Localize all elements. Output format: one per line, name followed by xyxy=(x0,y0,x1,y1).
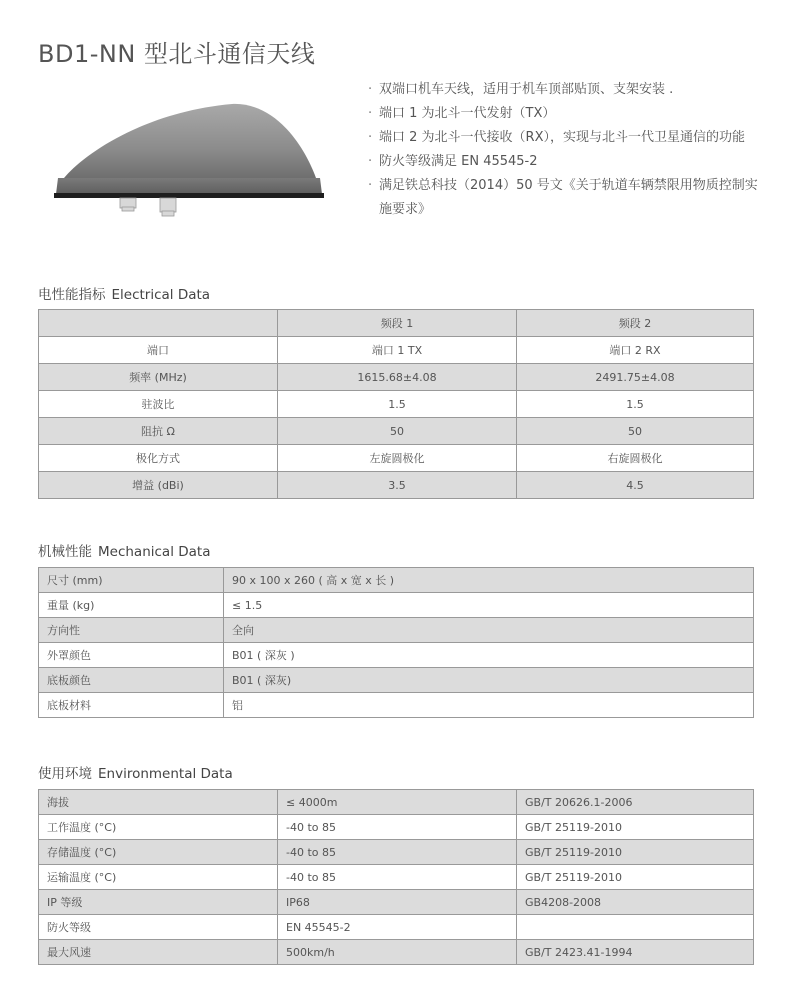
table-row xyxy=(39,445,754,472)
table-cell: 存储温度 (°C) xyxy=(39,840,278,865)
table-row xyxy=(39,618,754,643)
table-cell: 50 xyxy=(517,418,754,445)
table-cell xyxy=(517,915,754,940)
table-cell: 右旋圆极化 xyxy=(517,445,754,472)
table-cell: 3.5 xyxy=(278,472,517,499)
table-cell: 90 x 100 x 260 ( 高 x 宽 x 长 ) xyxy=(224,568,754,593)
feature-item: · 防火等级满足 EN 45545-2 xyxy=(368,150,768,174)
table-header-cell: 频段 1 xyxy=(278,310,517,337)
table-row xyxy=(39,940,754,965)
table-row xyxy=(39,890,754,915)
table-cell: 驻波比 xyxy=(39,391,278,418)
table-cell: 极化方式 xyxy=(39,445,278,472)
table-cell: 最大风速 xyxy=(39,940,278,965)
environmental-data-table xyxy=(38,789,754,965)
table-cell: 4.5 xyxy=(517,472,754,499)
table-row xyxy=(39,337,754,364)
table-cell: 海拔 xyxy=(39,790,278,815)
table-cell: 端口 1 TX xyxy=(278,337,517,364)
table-cell: GB/T 25119-2010 xyxy=(517,815,754,840)
mechanical-title-en: Mechanical Data xyxy=(98,544,211,560)
table-cell: GB4208-2008 xyxy=(517,890,754,915)
table-cell: -40 to 85 xyxy=(278,840,517,865)
table-cell: 铝 xyxy=(224,693,754,718)
electrical-section-title xyxy=(38,283,210,303)
table-cell: IP68 xyxy=(278,890,517,915)
table-row xyxy=(39,593,754,618)
table-row xyxy=(39,840,754,865)
environmental-section-title xyxy=(38,762,233,782)
table-cell: GB/T 25119-2010 xyxy=(517,865,754,890)
table-cell: 方向性 xyxy=(39,618,224,643)
table-cell: -40 to 85 xyxy=(278,815,517,840)
table-row xyxy=(39,418,754,445)
environmental-title-cn: 使用环境 xyxy=(38,766,92,782)
table-row xyxy=(39,915,754,940)
table-cell: B01 ( 深灰) xyxy=(224,668,754,693)
table-row xyxy=(39,391,754,418)
table-row xyxy=(39,568,754,593)
feature-item: · 端口 2 为北斗一代接收（RX），实现与北斗一代卫星通信的功能 xyxy=(368,126,768,150)
table-cell: 端口 2 RX xyxy=(517,337,754,364)
environmental-title-en: Environmental Data xyxy=(98,766,233,782)
table-row xyxy=(39,693,754,718)
table-cell: 端口 xyxy=(39,337,278,364)
table-cell: 阻抗 Ω xyxy=(39,418,278,445)
feature-list xyxy=(368,78,768,222)
table-cell: -40 to 85 xyxy=(278,865,517,890)
page-title: BD1-NN 型北斗通信天线 xyxy=(38,40,316,69)
feature-item: · 满足铁总科技（2014）50 号文《关于轨道车辆禁限用物质控制实施要求》 xyxy=(368,174,768,222)
table-cell: 1615.68±4.08 xyxy=(278,364,517,391)
table-cell: 500km/h xyxy=(278,940,517,965)
table-cell: ≤ 4000m xyxy=(278,790,517,815)
table-cell: 50 xyxy=(278,418,517,445)
table-cell: GB/T 25119-2010 xyxy=(517,840,754,865)
electrical-title-cn: 电性能指标 xyxy=(38,287,106,303)
table-cell: 外罩颜色 xyxy=(39,643,224,668)
table-cell: B01 ( 深灰 ) xyxy=(224,643,754,668)
table-row xyxy=(39,668,754,693)
mechanical-title-cn: 机械性能 xyxy=(38,544,92,560)
table-cell: 底板材料 xyxy=(39,693,224,718)
table-cell: GB/T 2423.41-1994 xyxy=(517,940,754,965)
table-header-cell xyxy=(39,310,278,337)
antenna-product-image xyxy=(52,100,324,220)
table-cell: 1.5 xyxy=(517,391,754,418)
table-cell: 1.5 xyxy=(278,391,517,418)
table-cell: 工作温度 (°C) xyxy=(39,815,278,840)
table-cell: 运输温度 (°C) xyxy=(39,865,278,890)
electrical-data-table xyxy=(38,309,754,499)
table-row xyxy=(39,790,754,815)
table-cell: 频率 (MHz) xyxy=(39,364,278,391)
table-cell: IP 等级 xyxy=(39,890,278,915)
table-cell: 全向 xyxy=(224,618,754,643)
feature-item: · 双端口机车天线，适用于机车顶部贴顶、支架安装 . xyxy=(368,78,768,102)
table-header-row xyxy=(39,310,754,337)
table-header-cell: 频段 2 xyxy=(517,310,754,337)
table-cell: EN 45545-2 xyxy=(278,915,517,940)
table-cell: GB/T 20626.1-2006 xyxy=(517,790,754,815)
table-cell: 防火等级 xyxy=(39,915,278,940)
table-cell: 底板颜色 xyxy=(39,668,224,693)
table-row xyxy=(39,472,754,499)
table-row xyxy=(39,364,754,391)
table-cell: 增益 (dBi) xyxy=(39,472,278,499)
table-row xyxy=(39,643,754,668)
mechanical-section-title xyxy=(38,540,210,560)
table-row xyxy=(39,865,754,890)
table-cell: 重量 (kg) xyxy=(39,593,224,618)
table-cell: ≤ 1.5 xyxy=(224,593,754,618)
table-cell: 2491.75±4.08 xyxy=(517,364,754,391)
electrical-title-en: Electrical Data xyxy=(111,287,211,303)
table-cell: 尺寸 (mm) xyxy=(39,568,224,593)
feature-item: · 端口 1 为北斗一代发射（TX） xyxy=(368,102,768,126)
table-row xyxy=(39,815,754,840)
mechanical-data-table xyxy=(38,567,754,718)
table-cell: 左旋圆极化 xyxy=(278,445,517,472)
